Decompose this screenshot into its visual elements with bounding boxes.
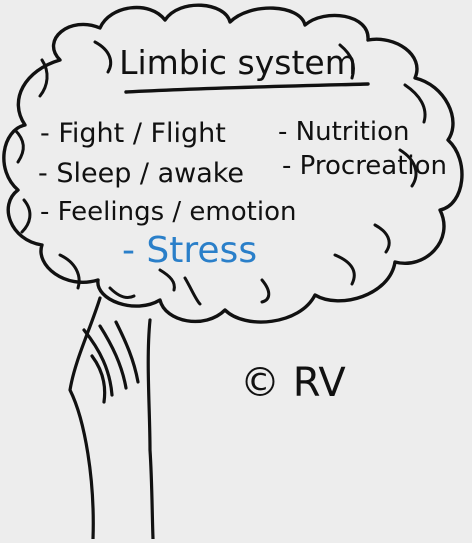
functions-left (38, 118, 296, 227)
title-underline (126, 84, 368, 92)
function-stress: - Stress (122, 230, 258, 271)
function-feelings-emotion: - Feelings / emotion (40, 197, 297, 227)
function-nutrition: - Nutrition (278, 117, 410, 147)
function-fight-flight: - Fight / Flight (40, 118, 226, 149)
signature: © RV (240, 360, 346, 406)
title: Limbic system (119, 43, 357, 82)
functions-right (278, 117, 447, 181)
brainstem (70, 298, 153, 539)
function-sleep-awake: - Sleep / awake (38, 158, 245, 189)
function-procreation: - Procreation (282, 151, 448, 181)
